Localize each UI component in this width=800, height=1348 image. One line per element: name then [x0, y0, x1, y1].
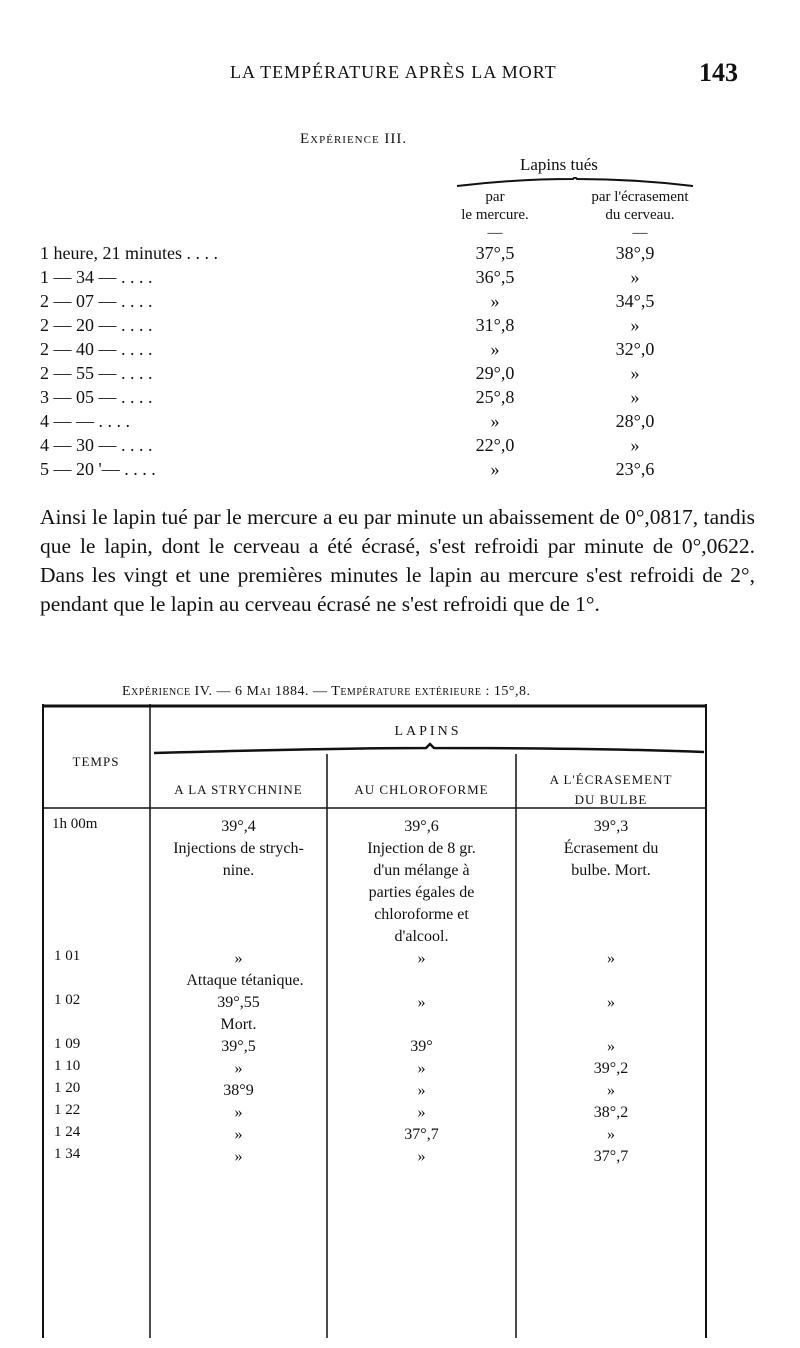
exp3-row-cerveau: 32°,0	[615, 339, 655, 359]
exp4-ecra: »	[607, 1038, 615, 1055]
exp4-strych: 38°9	[223, 1082, 254, 1099]
exp3-row-mercure: »	[490, 291, 500, 311]
experiment3-brace	[455, 177, 695, 187]
th-ecrasement: A L'ÉCRASEMENT DU BULBE	[549, 772, 673, 807]
exp4-ecra: 38°,2	[593, 1104, 629, 1121]
exp3-row-cerveau: 23°,6	[615, 459, 655, 479]
exp4-time: 1 20	[54, 1080, 81, 1096]
exp3-row-mercure: »	[490, 339, 500, 359]
exp3-row-time: 4 — 30 — . . . .	[40, 435, 153, 455]
exp4-ecra: »	[607, 994, 615, 1011]
exp4-chloro: 37°,7	[404, 1126, 439, 1143]
exp4-strych: »	[234, 950, 243, 967]
exp3-row-time: 2 — 20 — . . . .	[40, 315, 153, 335]
experiment3-col2-header: par l'écrasement du cerveau. —	[591, 189, 689, 241]
exp4-chloro: 39°	[410, 1038, 433, 1055]
exp4-ecra: »	[607, 1126, 615, 1143]
th-chloroforme: AU CHLOROFORME	[354, 782, 489, 797]
exp4-strych-first: 39°,4 Injections de strych- nine.	[173, 818, 304, 879]
th-lapins: LAPINS	[394, 724, 462, 739]
exp4-ecra: 39°,2	[593, 1060, 629, 1077]
exp4-chloro: »	[417, 1082, 426, 1099]
exp4-chloro: »	[417, 994, 426, 1011]
exp4-time: 1 34	[54, 1146, 81, 1162]
exp4-time: 1h 00m	[52, 816, 98, 832]
exp3-row-mercure: »	[490, 459, 500, 479]
exp4-chloro: »	[417, 1104, 426, 1121]
exp4-strych: 39°,55	[217, 994, 260, 1011]
th-strychnine: A LA STRYCHNINE	[174, 782, 303, 797]
experiment3-title: Expérience III.	[300, 131, 408, 147]
page-number: 143	[699, 58, 738, 87]
exp3-row-cerveau: 34°,5	[615, 291, 655, 311]
exp3-row-time: 1 heure, 21 minutes . . . .	[40, 243, 218, 263]
exp3-row-time: 4 — — . . . .	[40, 411, 130, 431]
exp4-time: 1 01	[54, 948, 81, 964]
th-temps: TEMPS	[72, 754, 120, 769]
exp3-row-time: 3 — 05 — . . . .	[40, 387, 153, 407]
body-paragraph: Ainsi le lapin tué par le mercure a eu par minute un abaissement de 0°,0817, tandis que le lapin, dont le cerveau a été écrasé, s'est refroidi par minute de 0°,0622. Dans les vingt et une premières minutes le lapin au mercure s'est refroidi de 2°, pendant que le lapin au cerveau écrasé ne s'est refroidi que de 1°.	[40, 505, 755, 616]
exp4-time: 1 22	[54, 1102, 81, 1118]
exp4-strych: »	[234, 1148, 243, 1165]
exp3-row-cerveau: 28°,0	[615, 411, 655, 431]
exp4-time: 1 24	[54, 1124, 81, 1140]
exp4-strych: »	[234, 1126, 243, 1143]
running-header	[0, 58, 800, 92]
exp3-row-mercure: 25°,8	[475, 387, 515, 407]
exp3-row-time: 2 — 55 — . . . .	[40, 363, 153, 383]
experiment4-table	[42, 704, 707, 1338]
exp4-chloro: »	[417, 1148, 426, 1165]
exp3-row-cerveau: »	[630, 267, 640, 287]
exp4-chloro: »	[417, 1060, 426, 1077]
exp3-row-time: 1 — 34 — . . . .	[40, 267, 153, 287]
exp3-row-mercure: 22°,0	[475, 435, 515, 455]
exp4-strych-note: Attaque tétanique.	[186, 972, 304, 989]
exp4-strych: 39°,5	[221, 1038, 256, 1055]
exp3-row-time: 2 — 40 — . . . .	[40, 339, 153, 359]
exp3-row-cerveau: »	[630, 387, 640, 407]
exp3-row-mercure: 36°,5	[475, 267, 515, 287]
exp4-ecra: »	[607, 950, 615, 967]
exp4-strych-note: Mort.	[220, 1016, 257, 1033]
exp4-ecra: 37°,7	[593, 1148, 629, 1165]
experiment3-col1-header: par le mercure. —	[461, 189, 529, 241]
exp3-row-time: 2 — 07 — . . . .	[40, 291, 153, 311]
exp4-ecra-first: 39°,3 Écrasement du bulbe. Mort.	[563, 818, 659, 879]
exp4-chloro: »	[417, 950, 426, 967]
running-title: LA TEMPÉRATURE APRÈS LA MORT	[230, 62, 557, 82]
exp3-row-mercure: 29°,0	[475, 363, 515, 383]
exp3-row-cerveau: »	[630, 435, 640, 455]
exp4-strych: »	[234, 1060, 243, 1077]
exp3-row-time: 5 — 20 '— . . . .	[40, 459, 156, 479]
exp3-row-mercure: »	[490, 411, 500, 431]
exp3-row-cerveau: »	[630, 315, 640, 335]
exp3-row-cerveau: »	[630, 363, 640, 383]
exp4-strych: »	[234, 1104, 243, 1121]
exp4-chloro-first: 39°,6 Injection de 8 gr. d'un mélange à parties égales de chloroforme et d'alcool.	[367, 818, 476, 945]
exp4-ecra: »	[607, 1082, 615, 1099]
exp4-time: 1 02	[54, 992, 81, 1008]
exp3-row-mercure: 31°,8	[475, 315, 515, 335]
experiment4-title: Expérience IV. — 6 Mai 1884. — Température extérieure : 15°,8.	[122, 684, 531, 699]
exp4-time: 1 09	[54, 1036, 81, 1052]
exp4-time: 1 10	[54, 1058, 81, 1074]
exp3-row-mercure: 37°,5	[475, 243, 515, 263]
experiment3-group-label: Lapins tués	[520, 155, 598, 174]
exp3-row-cerveau: 38°,9	[615, 243, 655, 263]
